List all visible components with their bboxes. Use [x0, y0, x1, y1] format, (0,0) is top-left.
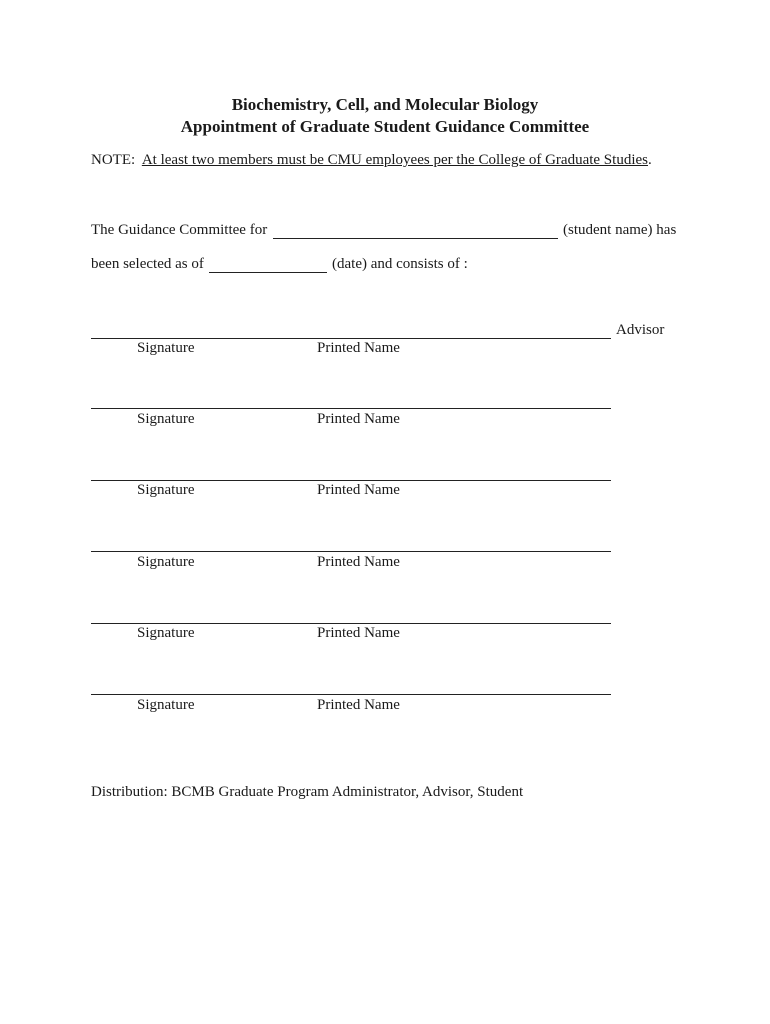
member-signature-line[interactable]: [91, 408, 611, 409]
member-signature-line[interactable]: [91, 551, 611, 552]
distribution-line: Distribution: BCMB Graduate Program Administrator, Advisor, Student: [91, 784, 524, 800]
member-signature-line[interactable]: [91, 623, 611, 624]
printed-name-label: Printed Name: [317, 625, 400, 641]
signature-label: Signature: [137, 625, 195, 641]
signature-label: Signature: [137, 554, 195, 570]
signature-label: Signature: [137, 340, 195, 356]
signature-label: Signature: [137, 411, 195, 427]
committee-for-label: The Guidance Committee for: [91, 222, 268, 238]
student-name-label: (student name) has: [563, 222, 677, 238]
selected-as-of-label: been selected as of: [91, 256, 204, 272]
advisor-label: Advisor: [616, 322, 665, 338]
note: [91, 152, 652, 169]
printed-name-label: Printed Name: [317, 554, 400, 570]
document-title-line-2: Appointment of Graduate Student Guidance Committee: [180, 117, 590, 136]
printed-name-label: Printed Name: [317, 411, 400, 427]
note-text: At least two members must be CMU employees per the College of Graduate Studies: [141, 152, 648, 168]
note-suffix: .: [647, 152, 652, 168]
date-label: (date) and consists of :: [332, 256, 468, 272]
student-name-field[interactable]: [273, 238, 558, 239]
note-prefix: NOTE:: [91, 152, 142, 168]
printed-name-label: Printed Name: [317, 482, 400, 498]
date-field[interactable]: [209, 272, 327, 273]
member-signature-line[interactable]: [91, 480, 611, 481]
signature-label: Signature: [137, 697, 195, 713]
advisor-signature-line[interactable]: [91, 338, 611, 339]
document-title-line-1: Biochemistry, Cell, and Molecular Biology: [231, 95, 539, 114]
printed-name-label: Printed Name: [317, 697, 400, 713]
member-signature-line[interactable]: [91, 694, 611, 695]
signature-label: Signature: [137, 482, 195, 498]
printed-name-label: Printed Name: [317, 340, 400, 356]
